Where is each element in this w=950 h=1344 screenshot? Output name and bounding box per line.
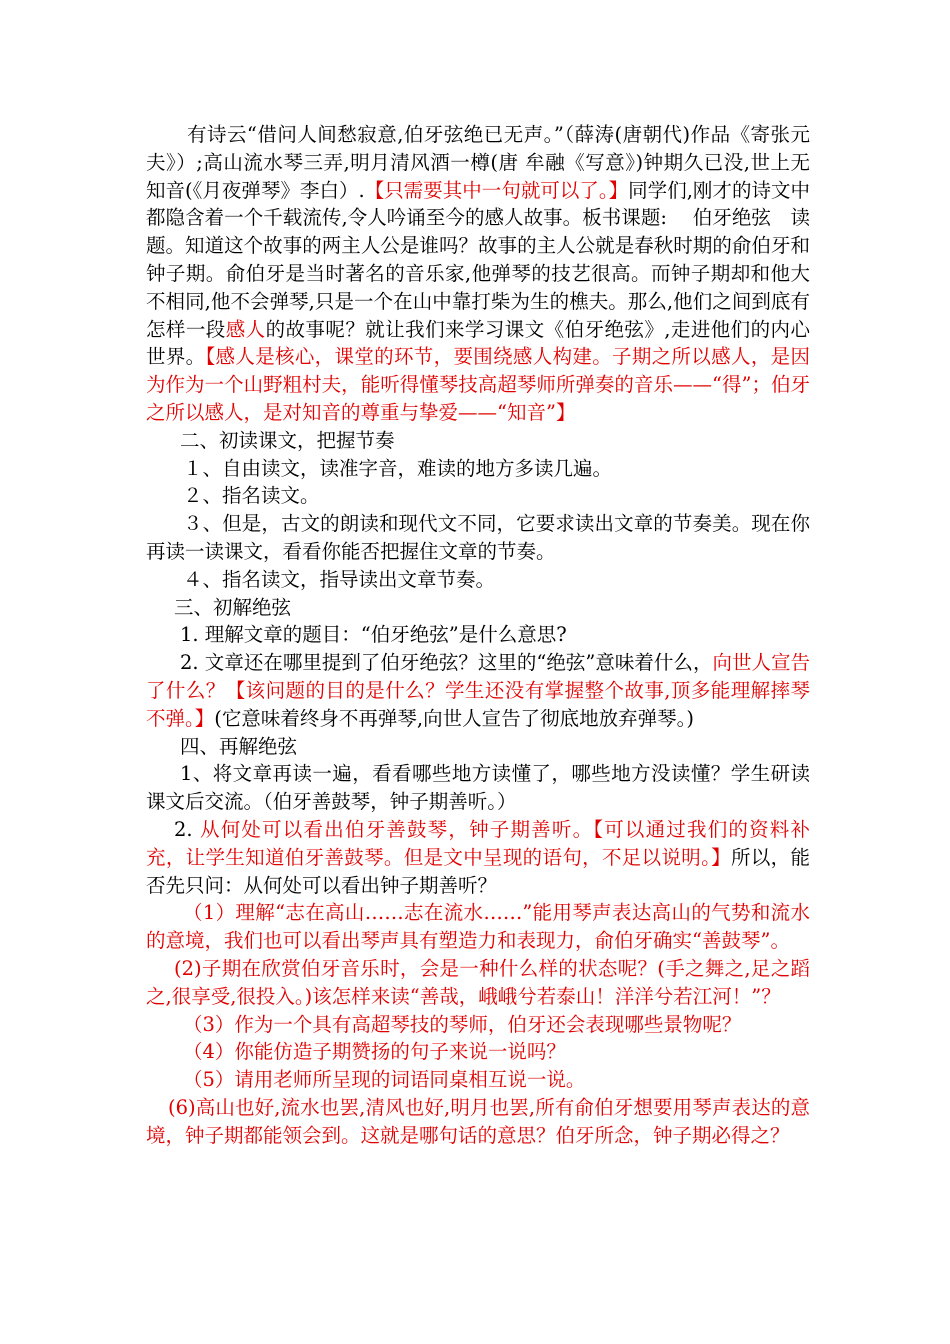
document-page	[146, 121, 810, 1149]
section-2-item-3: ３、但是，古文的朗读和现代文不同，它要求读出文章的节奏美。现在你再读一读课文，看看你能否把握住文章的节奏。	[146, 512, 810, 563]
section-2-item-4: ４、指名读文，指导读出文章节奏。	[183, 567, 496, 591]
section-4-sub-6: (6)高山也好,流水也罢,清风也好,明月也罢,所有俞伯牙想要用琴声表达的意境，钟子期都能领会到。这就是哪句话的意思？伯牙所念，钟子期必得之？	[146, 1095, 810, 1147]
section-3-question-2	[146, 649, 810, 732]
section-4-sub-3: （3）作为一个具有高超琴技的琴师，伯牙还会表现哪些景物呢？	[183, 1012, 742, 1036]
keyword-moving: 感人	[225, 317, 266, 341]
section-3-question-2-text: 2. 文章还在哪里提到了伯牙绝弦？这里的“绝弦”意味着什么，	[180, 651, 713, 675]
section-3-question-2-answer: (它意味着终身不再弹琴,向世人宣告了彻底地放弃弹琴。)	[214, 706, 694, 730]
intro-story: 同学们,刚才的诗文中都隐含着一个千载流传,令人吟诵至今的感人故事。板书课题: 伯牙绝弦 读题。知道这个故事的两主人公是谁吗？故事的主人公就是春秋时期的俞伯牙和钟子期。俞伯牙是当时著名的音乐家,他弹琴的技艺很高。而钟子期却和他大不相同,他不会弹琴,只是一个在山中靠打柴为生的樵夫。那么,他们之间到底有怎样一段	[146, 178, 810, 341]
section-4-question-2-text: 所以，能否先只问：从何处可以看出钟子期善听？	[146, 845, 810, 897]
section-4-sub-5: （5）请用老师所呈现的词语同桌相互说一说。	[183, 1068, 586, 1092]
section-3-question-2-note: 向世人宣告了什么？【该问题的目的是什么？学生还没有掌握整个故事,顶多能理解摔琴不弹。】	[146, 651, 810, 730]
intro-lesson: 的故事呢？就让我们来学习课文《伯牙绝弦》,走进他们的内心世界。	[146, 317, 810, 369]
section-4-question-1: 1、将文章再读一遍，看看哪些地方读懂了，哪些地方没读懂？学生研读课文后交流。（伯牙善鼓琴，钟子期善听。）	[146, 762, 810, 814]
section-4-question-2	[146, 816, 810, 899]
section-2-heading: 二、初读课文，把握节奏	[180, 428, 395, 452]
section-4-sub-4: （4）你能仿造子期赞扬的句子来说一说吗？	[183, 1040, 566, 1064]
section-3-question-1: 1. 理解文章的题目：“伯牙绝弦”是什么意思?	[180, 623, 567, 647]
section-4-question-2-number: 2.	[174, 817, 201, 841]
section-3-heading: 三、初解绝弦	[174, 595, 292, 619]
note-one-line: 【只需要其中一句就可以了。】	[364, 178, 629, 202]
section-4-sub-2: (2)子期在欣赏伯牙音乐时，会是一种什么样的状态呢？(手之舞之,足之蹈之,很享受,很投入。)该怎样来读“善哉，峨峨兮若泰山！洋洋兮若江河！”？	[146, 956, 810, 1008]
note-moving-core: 【感人是核心，课堂的环节，要围绕感人构建。子期之所以感人，是因为作为一个山野粗村夫，能听得懂琴技高超琴师所弹奏的音乐——“得”；伯牙之所以感人，是对知音的尊重与挚爱——“知音”】	[146, 345, 810, 424]
intro-paragraph	[146, 121, 810, 427]
section-4-sub-1: （1）理解“志在高山……志在流水……”能用琴声表达高山的气势和流水的意境，我们也可以看出琴声具有塑造力和表现力，俞伯牙确实“善鼓琴”。	[146, 901, 810, 953]
intro-poems: 有诗云“借问人间愁寂意,伯牙弦绝已无声。”（薛涛(唐朝代)作品《寄张元夫》）;高山流水琴三弄,明月清风酒一樽(唐 牟融《写意》)钟期久已没,世上无知音(《月夜弹琴》李白）.	[146, 123, 810, 202]
section-2-item-2: ２、指名读文。	[183, 484, 320, 508]
section-4-heading: 四、再解绝弦	[180, 734, 298, 758]
section-4-question-2-note: 从何处可以看出伯牙善鼓琴，钟子期善听。【可以通过我们的资料补充，让学生知道伯牙善鼓琴。但是文中呈现的语句，不足以说明。】	[146, 817, 810, 869]
section-2-item-1: １、自由读文，读准字音，难读的地方多读几遍。	[183, 456, 613, 480]
